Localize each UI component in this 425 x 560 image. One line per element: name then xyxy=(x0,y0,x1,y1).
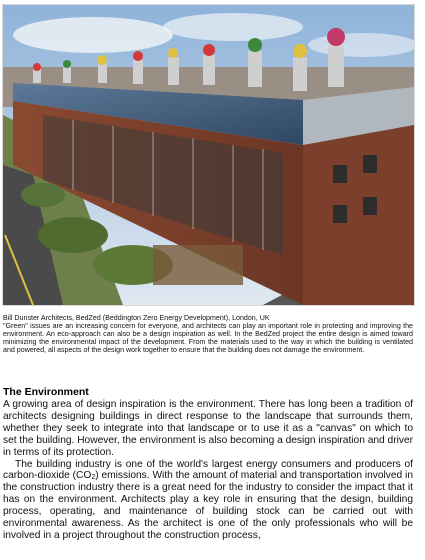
figure-caption xyxy=(3,314,413,354)
section-heading: The Environment xyxy=(3,386,89,398)
bedzed-photo xyxy=(2,4,415,306)
caption-text: "Green" issues are an increasing concern for everyone, and architects can play an important role in protecting and improving the environment. An eco-approach can also be a design inspiration as well. In the BedZed project the entire design is aimed toward minimizing the environmental impact of the development. From the materials used to the way in which the building is ventilated and powered, all aspects of the design work together to ensure that the building does not damage the environment. xyxy=(3,322,413,355)
caption-title: Bill Dunster Architects, BedZed (Beddington Zero Energy Development), London, UK xyxy=(3,314,270,322)
paragraph-2-part-1: The building industry is one of the world's largest energy consumers and producers of carbon-dioxide (CO xyxy=(3,458,413,482)
paragraph-2 xyxy=(3,459,413,542)
paragraph-1: A growing area of design inspiration is the environment. There has long been a tradition of architects designing buildings in direct response to the landscape that surrounds them, whether they seek to integrate into that landscape or to use it as a "canvas" on which to set the building. However, the environment is also becoming a design inspiration and driver in terms of its protection. xyxy=(3,399,413,458)
co2-subscript: 2 xyxy=(91,474,96,482)
paragraph-2-part-2: ) emissions. With the amount of material and transportation involved in the construction industry there is a great need for the industry to consider the impact that it has on the environment. Architects play a key role in ensuring that the design, building process, operating, and maintenance of building stock can be carried out with environmental awareness. As the architect is one of the only professionals who will be involved in a project throughout the construction process, xyxy=(3,470,413,541)
section-body xyxy=(3,399,413,542)
